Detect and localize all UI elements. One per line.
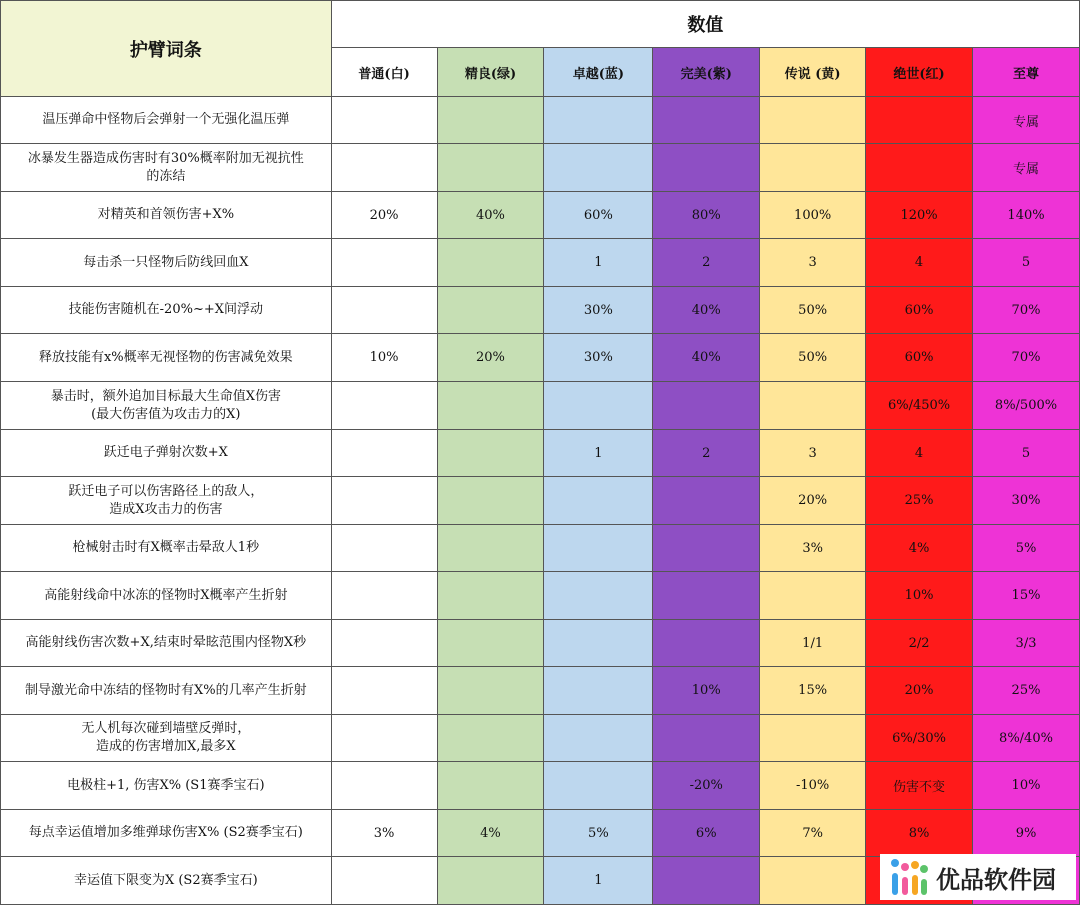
tier-value-cell — [653, 477, 760, 525]
table-row — [1, 620, 1080, 667]
affix-description: 电极柱+1, 伤害X% (S1赛季宝石) — [1, 762, 332, 810]
tier-value-cell — [653, 572, 760, 620]
affix-description: 高能射线伤害次数+X,结束时晕眩范围内怪物X秒 — [1, 620, 332, 667]
tier-value-cell — [331, 430, 437, 477]
tier-value-cell — [544, 144, 653, 192]
watermark-logo — [880, 854, 1076, 900]
tier-value-cell — [544, 715, 653, 762]
tier-value-cell: 3% — [760, 525, 866, 572]
tier-value-cell: 6%/30% — [866, 715, 973, 762]
tier-value-cell: 6% — [653, 810, 760, 857]
tier-value-cell: 8%/40% — [973, 715, 1080, 762]
tier-value-cell: 40% — [437, 192, 544, 239]
tier-value-cell — [760, 857, 866, 905]
tier-value-cell: 50% — [760, 334, 866, 382]
tier-value-cell — [437, 430, 544, 477]
tier-value-cell — [331, 525, 437, 572]
tier-value-cell — [437, 620, 544, 667]
tier-value-cell: 9% — [973, 810, 1080, 857]
tier-value-cell — [653, 382, 760, 430]
affix-description: 枪械射击时有X概率击晕敌人1秒 — [1, 525, 332, 572]
tier-value-cell — [331, 620, 437, 667]
tier-header: 精良(绿) — [437, 48, 544, 97]
table-row — [1, 239, 1080, 287]
tier-value-cell — [544, 620, 653, 667]
tier-value-cell — [760, 97, 866, 144]
affix-description: 每击杀一只怪物后防线回血X — [1, 239, 332, 287]
tier-value-cell: 140% — [973, 192, 1080, 239]
affix-description: 跃迁电子弹射次数+X — [1, 430, 332, 477]
tier-value-cell — [331, 667, 437, 715]
tier-value-cell: 20% — [437, 334, 544, 382]
tier-value-cell: 专属 — [973, 144, 1080, 192]
tier-value-cell: 120% — [866, 192, 973, 239]
tier-value-cell — [331, 382, 437, 430]
tier-value-cell — [437, 477, 544, 525]
tier-value-cell: 5% — [973, 525, 1080, 572]
tier-value-cell — [437, 715, 544, 762]
table-row — [1, 572, 1080, 620]
table-row — [1, 667, 1080, 715]
tier-value-cell: 60% — [866, 334, 973, 382]
tier-value-cell: 4 — [866, 430, 973, 477]
tier-value-cell: 10% — [331, 334, 437, 382]
tier-value-cell: 2/2 — [866, 620, 973, 667]
tier-value-cell: 1 — [544, 857, 653, 905]
tier-header: 绝世(红) — [866, 48, 973, 97]
table-row — [1, 762, 1080, 810]
tier-value-cell: -20% — [653, 762, 760, 810]
tier-value-cell — [437, 239, 544, 287]
tier-value-cell: 30% — [973, 477, 1080, 525]
tier-value-cell: 70% — [973, 334, 1080, 382]
tier-value-cell — [331, 477, 437, 525]
tier-value-cell — [331, 144, 437, 192]
tier-value-cell — [653, 144, 760, 192]
tier-value-cell: 1 — [544, 430, 653, 477]
tier-header: 至尊 — [973, 48, 1080, 97]
tier-value-cell — [437, 762, 544, 810]
affix-description: 冰暴发生器造成伤害时有30%概率附加无视抗性 的冻结 — [1, 144, 332, 192]
tier-value-cell — [437, 667, 544, 715]
tier-value-cell — [437, 572, 544, 620]
tier-value-cell: 1/1 — [760, 620, 866, 667]
tier-value-cell: 50% — [760, 287, 866, 334]
tier-value-cell: 30% — [544, 334, 653, 382]
tier-value-cell: 5 — [973, 239, 1080, 287]
tier-value-cell — [437, 525, 544, 572]
tier-value-cell — [331, 715, 437, 762]
tier-value-cell: 60% — [866, 287, 973, 334]
tier-value-cell: 5% — [544, 810, 653, 857]
tier-value-cell — [331, 762, 437, 810]
tier-value-cell — [331, 97, 437, 144]
table-row — [1, 430, 1080, 477]
table-row — [1, 715, 1080, 762]
tier-value-cell: 80% — [653, 192, 760, 239]
tier-header: 普通(白) — [331, 48, 437, 97]
tier-value-cell: 3 — [760, 239, 866, 287]
tier-value-cell: 4 — [866, 239, 973, 287]
watermark-text: 优品软件园 — [936, 865, 1056, 894]
tier-value-cell: 2 — [653, 239, 760, 287]
tier-value-cell: -10% — [760, 762, 866, 810]
tier-value-cell: 40% — [653, 334, 760, 382]
tier-value-cell: 3 — [760, 430, 866, 477]
tier-value-cell: 20% — [760, 477, 866, 525]
tier-value-cell — [437, 144, 544, 192]
tier-value-cell — [653, 525, 760, 572]
tier-value-cell: 10% — [866, 572, 973, 620]
tier-value-cell: 6%/450% — [866, 382, 973, 430]
tier-value-cell: 25% — [973, 667, 1080, 715]
affix-description: 每点幸运值增加多维弹球伤害X% (S2赛季宝石) — [1, 810, 332, 857]
affix-description: 对精英和首领伤害+X% — [1, 192, 332, 239]
tier-value-cell — [544, 762, 653, 810]
tier-value-cell — [544, 667, 653, 715]
tier-value-cell: 1 — [544, 239, 653, 287]
tier-value-cell — [653, 620, 760, 667]
tier-value-cell: 10% — [973, 762, 1080, 810]
tier-value-cell: 40% — [653, 287, 760, 334]
table-row — [1, 192, 1080, 239]
table-body — [1, 97, 1080, 905]
tier-value-cell — [331, 239, 437, 287]
tier-value-cell — [760, 382, 866, 430]
tier-value-cell: 4% — [437, 810, 544, 857]
table-row — [1, 97, 1080, 144]
tier-value-cell: 20% — [866, 667, 973, 715]
tier-value-cell — [437, 97, 544, 144]
tier-value-cell: 60% — [544, 192, 653, 239]
tier-value-cell — [653, 97, 760, 144]
affix-description: 释放技能有x%概率无视怪物的伤害减免效果 — [1, 334, 332, 382]
tier-value-cell — [760, 715, 866, 762]
affix-description: 跃迁电子可以伤害路径上的敌人， 造成X攻击力的伤害 — [1, 477, 332, 525]
affix-description: 高能射线命中冰冻的怪物时X概率产生折射 — [1, 572, 332, 620]
affix-description: 无人机每次碰到墙壁反弹时， 造成的伤害增加X,最多X — [1, 715, 332, 762]
tier-value-cell: 5 — [973, 430, 1080, 477]
tier-value-cell — [653, 857, 760, 905]
tier-value-cell — [544, 525, 653, 572]
tier-value-cell — [760, 144, 866, 192]
tier-value-cell: 30% — [544, 287, 653, 334]
tier-value-cell — [544, 382, 653, 430]
affix-description: 暴击时，额外追加目标最大生命值X伤害 (最大伤害值为攻击力的X) — [1, 382, 332, 430]
row-label-header: 护臂词条 — [1, 1, 332, 97]
site-logo-icon — [888, 859, 928, 895]
table-row — [1, 810, 1080, 857]
tier-value-cell — [653, 715, 760, 762]
table-row — [1, 477, 1080, 525]
tier-value-cell: 专属 — [973, 97, 1080, 144]
tier-value-cell: 15% — [973, 572, 1080, 620]
tier-value-cell: 8% — [866, 810, 973, 857]
tier-value-cell: 4% — [866, 525, 973, 572]
tier-value-cell: 3/3 — [973, 620, 1080, 667]
tier-value-cell: 15% — [760, 667, 866, 715]
tier-value-cell — [866, 144, 973, 192]
tier-value-cell: 2 — [653, 430, 760, 477]
tier-value-cell — [866, 97, 973, 144]
tier-value-cell — [760, 572, 866, 620]
tier-value-cell — [437, 382, 544, 430]
tier-header: 传说 (黄) — [760, 48, 866, 97]
tier-value-cell: 8%/500% — [973, 382, 1080, 430]
affix-description: 制导激光命中冻结的怪物时有X%的几率产生折射 — [1, 667, 332, 715]
tier-header: 完美(紫) — [653, 48, 760, 97]
tier-value-cell: 25% — [866, 477, 973, 525]
tier-value-cell: 伤害不变 — [866, 762, 973, 810]
tier-value-cell — [437, 287, 544, 334]
table-row — [1, 525, 1080, 572]
tier-value-cell: 100% — [760, 192, 866, 239]
tier-value-cell — [544, 477, 653, 525]
tier-value-cell — [544, 97, 653, 144]
tier-value-cell — [331, 857, 437, 905]
tier-value-cell: 3% — [331, 810, 437, 857]
affix-description: 温压弹命中怪物后会弹射一个无强化温压弹 — [1, 97, 332, 144]
affix-description: 幸运值下限变为X (S2赛季宝石) — [1, 857, 332, 905]
tier-value-cell: 7% — [760, 810, 866, 857]
tier-header: 卓越(蓝) — [544, 48, 653, 97]
tier-value-cell: 20% — [331, 192, 437, 239]
table-row — [1, 382, 1080, 430]
tier-value-cell — [544, 572, 653, 620]
tier-value-cell — [331, 287, 437, 334]
table-row — [1, 287, 1080, 334]
affix-description: 技能伤害随机在-20%~+X间浮动 — [1, 287, 332, 334]
table-row — [1, 144, 1080, 192]
tier-value-cell: 70% — [973, 287, 1080, 334]
table-header — [1, 1, 1080, 97]
tier-value-cell: 10% — [653, 667, 760, 715]
tier-value-cell — [437, 857, 544, 905]
values-header: 数值 — [331, 1, 1079, 48]
table-row — [1, 334, 1080, 382]
tier-value-cell — [331, 572, 437, 620]
